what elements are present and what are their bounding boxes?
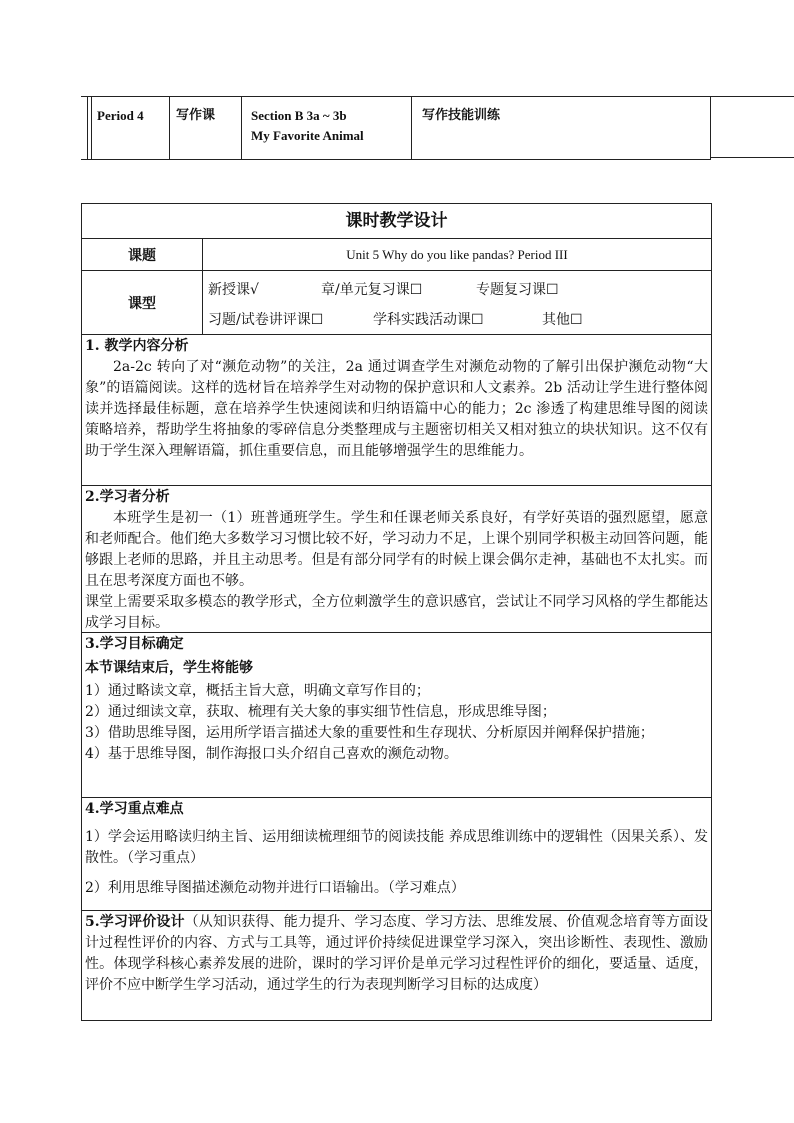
- focus-cell: 写作技能训练: [422, 108, 501, 123]
- section-heading: 3.学习目标确定: [85, 636, 184, 652]
- section-line-2: My Favorite Animal: [251, 128, 364, 143]
- list-item: 4）基于思维导图，制作海报口头介绍自己喜欢的濒危动物。: [85, 746, 458, 762]
- section-paragraph: 课堂上需要采取多模态的教学形式，全方位刺激学生的意识感官，尝试让不同学习风格的学生都能达成学习目标。: [85, 594, 708, 631]
- section-learner-analysis: [82, 485, 711, 632]
- lesson-type-options: [203, 271, 711, 334]
- topic-value: Unit 5 Why do you like pandas? Period III: [346, 247, 568, 262]
- list-item: 2）通过细读文章，获取、梳理有关大象的事实细节性信息，形成思维导图；: [85, 704, 556, 720]
- type-option-other: 其他☐: [542, 312, 583, 328]
- top-rule-extension: [711, 96, 794, 97]
- type-option-new: 新授课√: [208, 282, 259, 298]
- section-objectives: [82, 632, 711, 797]
- lesson-plan-table: [81, 203, 712, 1021]
- type-option-practice: 学科实践活动课☐: [373, 312, 484, 328]
- section-key-points: [82, 797, 711, 910]
- section-content-analysis: [82, 334, 711, 485]
- bottom-rule-extension: [711, 157, 794, 158]
- section-cell: [251, 97, 411, 159]
- lesson-type-cell: 写作课: [176, 108, 216, 123]
- table-title: 课时教学设计: [345, 211, 448, 231]
- list-item: 3）借助思维导图，运用所学语言描述大象的重要性和生存现状、分析原因并阐释保护措施；: [85, 725, 654, 741]
- type-option-unit-review: 章/单元复习课☐: [321, 282, 423, 298]
- list-item: 2）利用思维导图描述濒危动物并进行口语输出。（学习难点）: [85, 880, 465, 896]
- lesson-type-row: [82, 270, 711, 334]
- double-left-border: [87, 97, 92, 159]
- list-item: 1）学会运用略读归纳主旨、运用细读梳理细节的阅读技能 养成思维训练中的逻辑性（因果关系）、发散性。（学习重点）: [85, 829, 708, 866]
- section-heading: 1. 教学内容分析: [85, 338, 189, 354]
- section-heading: 4.学习重点难点: [85, 801, 184, 817]
- section-text: （从知识获得、能力提升、学习态度、学习方法、思维发展、价值观念培育等方面设计过程性评价的内容、方式与工具等，通过评价持续促进课堂学习深入，突出诊断性、表现性、激励性。体现学科核心素养发展的进阶，课时的学习评价是单元学习过程性评价的细化，要适量、适度，评价不应中断学生学习活动，通过学生的行为表现判断学习目标的达成度）: [85, 914, 708, 993]
- lesson-type-label: 课型: [82, 271, 203, 334]
- section-paragraph: 2a-2c 转向了对“濒危动物”的关注，2a 通过调查学生对濒危动物的了解引出保护濒危动物“大象”的语篇阅读。这样的选材旨在培养学生对动物的保护意识和人文素养。2b 活动让学生进行整体阅读并选择最佳标题，意在培养学生快速阅读和归纳语篇中心的能力；2c 渗透了构建思维导图的阅读策略培养，帮助学生将抽象的零碎信息分类整理成与主题密切相关又相对独立的块状知识。这不仅有助于学生深入理解语篇，抓住重要信息，而且能够增强学生的思维能力。: [85, 359, 708, 459]
- type-option-topic-review: 专题复习课☐: [476, 282, 559, 298]
- schedule-row: [81, 96, 711, 160]
- topic-row: [82, 238, 711, 270]
- section-body: [85, 912, 708, 996]
- topic-label: 课题: [82, 239, 203, 270]
- section-subheading: 本节课结束后，学生将能够: [85, 660, 253, 676]
- period-cell: Period 4: [97, 108, 144, 123]
- type-option-exercise-review: 习题/试卷讲评课☐: [208, 312, 324, 328]
- section-line-1: Section B 3a ~ 3b: [251, 108, 347, 123]
- section-evaluation: [82, 910, 711, 1022]
- section-heading: 5.学习评价设计: [85, 914, 185, 930]
- section-heading: 2.学习者分析: [85, 489, 170, 505]
- list-item: 1）通过略读文章，概括主旨大意，明确文章写作目的；: [85, 683, 430, 699]
- section-paragraph: 本班学生是初一（1）班普通班学生。学生和任课老师关系良好，有学好英语的强烈愿望，愿意和老师配合。他们绝大多数学习习惯比较不好，学习动力不足，上课个别同学积极主动回答问题，能够跟上老师的思路，并且主动思考。但是有部分同学有的时候上课会偶尔走神，基础也不太扎实。而且在思考深度方面也不够。: [85, 510, 708, 589]
